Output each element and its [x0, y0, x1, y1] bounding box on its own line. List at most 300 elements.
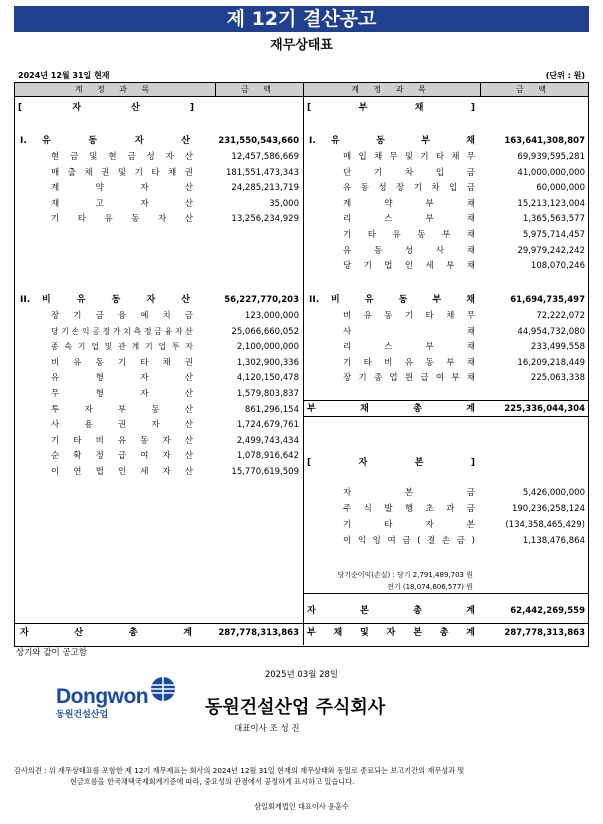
total-equity-label-char: 자 [307, 606, 316, 616]
asset-item-label [51, 212, 193, 226]
liability-item-label-char: 종 [373, 373, 383, 384]
equity-item-amount: 190,236,258,124 [511, 504, 585, 514]
section-heading-part: [ [307, 103, 312, 113]
asset-item-label-char: 채 [168, 167, 177, 178]
asset-item-label-char: 용 [84, 420, 93, 431]
asset-item-label-char: 익 [81, 326, 90, 336]
asset-item-label-char: 타 [77, 214, 86, 224]
asset-item-label-char: 산 [184, 389, 193, 399]
asset-item-label-char: 자 [84, 404, 93, 415]
asset-item-label-char: 인 [117, 467, 127, 477]
liability-item-label-char: 타 [425, 311, 434, 321]
liability-item-label-char: 입 [358, 152, 367, 162]
liability-item-label [343, 181, 475, 195]
asset-item-label-char: 금 [184, 311, 193, 321]
liability-item-label [343, 340, 475, 354]
liability-item-label-char: 단 [343, 167, 352, 178]
asset-item-label-char: 정 [102, 326, 111, 336]
liability-item-label-char: 세 [425, 261, 434, 272]
equity-item-label [343, 518, 475, 532]
total-liabilities-equity-label [307, 626, 475, 640]
total-liabilities-label-char: 총 [413, 404, 422, 414]
liability-item-label-char: 성 [404, 245, 414, 256]
asset-item-label-char: 고 [95, 198, 104, 209]
asset-item-label-char: 법 [95, 467, 104, 477]
asset-item-label-char: 타 [73, 435, 82, 446]
asset-item-label-char: 자 [140, 389, 149, 399]
asset-item-label-char: 권 [184, 167, 193, 178]
asset-item-label-char: 산 [184, 373, 193, 384]
liab-total-rule [303, 416, 588, 417]
noncurrent-assets-label-char: 비 [42, 295, 51, 305]
asset-item-label [51, 371, 193, 385]
total-equity-label [307, 604, 475, 618]
section-heading-part: ] [470, 458, 475, 468]
asset-item-label-char: 업 [158, 342, 167, 352]
auditor-name: 삼일회계법인 대표이사 윤훈수 [254, 802, 349, 811]
liability-item-amount: 233,499,558 [530, 342, 585, 353]
asset-item-label-char: 타 [151, 167, 160, 178]
net-income-current: 당기순이익(손실) : 당기 2,791,489,703 원 [337, 571, 473, 579]
equity-item-label-char: ( [417, 536, 421, 546]
total-equity-amount: 62,442,269,559 [510, 606, 585, 616]
noncurrent-liabilities-label-char: 유 [364, 295, 374, 305]
asset-item-label-char: 장 [51, 311, 60, 321]
equity-item-label-char: 식 [363, 504, 372, 514]
noncurrent-assets-label-char: 동 [111, 295, 121, 305]
asset-item-label [51, 449, 193, 463]
asset-item-label [51, 325, 193, 339]
liability-item-label-char: 당 [343, 261, 352, 272]
asset-item-amount: 1,078,916,642 [236, 451, 299, 462]
section-heading [307, 101, 475, 115]
liability-item-label-char: 동 [360, 183, 369, 194]
liability-item-label-char: 스 [384, 342, 393, 353]
liability-item-label-char: 차 [431, 183, 440, 194]
asset-item-label [51, 166, 193, 180]
asset-item-label-char: 무 [51, 389, 60, 399]
section-heading-part: ] [470, 103, 475, 113]
total-equity-label-char: 계 [466, 606, 475, 616]
liability-item-label [343, 166, 475, 180]
asset-item-label-char: 산 [184, 183, 193, 193]
asset-item-label-char: 자 [162, 451, 171, 462]
asset-item-label-char: 기 [145, 342, 153, 352]
liability-item-label-char: 타 [367, 230, 376, 240]
liability-item-label-char: 성 [378, 183, 387, 194]
col-divider [215, 83, 216, 96]
current-liabilities-label-char: 부 [421, 136, 430, 146]
noncurrent-assets-label-char: 유 [76, 295, 86, 305]
liability-item-label-char: 리 [343, 342, 352, 353]
asset-item-label-char: 약 [95, 183, 104, 193]
asset-item-label-char: 유 [73, 357, 82, 368]
liability-item-label-char: 금 [466, 183, 475, 194]
asset-item-label [51, 309, 193, 323]
liability-item-label-char: 유 [363, 311, 372, 321]
liability-item-label-char: 유 [343, 183, 352, 194]
asset-item-label-char: 자 [162, 435, 171, 446]
current-assets-label-char: 산 [181, 136, 190, 146]
asset-item-label-char: 기 [117, 357, 127, 368]
equity-item-label-char: 이 [343, 536, 352, 546]
current-liabilities-amount: 163,641,308,807 [504, 136, 585, 146]
asset-item-label-char: 산 [184, 451, 193, 462]
liability-item-label-char: 채 [466, 245, 475, 256]
equity-item-label [343, 502, 475, 516]
liability-item-label-char: 기 [404, 311, 414, 321]
asset-item-label-char: 순 [51, 451, 60, 462]
asset-item-label [51, 181, 193, 195]
liability-item-amount: 60,000,000 [536, 183, 585, 194]
equity-item-label-char: 익 [357, 536, 367, 546]
section-heading-part: 산 [131, 103, 140, 113]
asset-item-label-char: 기 [73, 311, 82, 321]
asset-item-label-char: 자 [165, 152, 174, 162]
liability-item-label-char: 및 [404, 152, 414, 162]
asset-item-label-char: 기 [77, 342, 86, 352]
liability-item-label-char: 유 [343, 245, 352, 256]
liability-item-label-char: 급 [420, 373, 429, 384]
center-divider [303, 83, 304, 645]
asset-item-label-char: 관 [118, 342, 126, 352]
asset-item-amount: 24,285,213,719 [231, 183, 299, 193]
asset-item-label-char: 계 [131, 342, 140, 352]
asset-item-label-char: 예 [140, 311, 149, 321]
header-account-left: 계 정 과 목 [74, 85, 156, 94]
liability-item-label-char: 장 [396, 183, 405, 194]
logo-subtitle: 동원건설산업 [56, 710, 109, 720]
liability-item-label-char: 사 [343, 326, 352, 337]
asset-item-label-char: 정 [95, 451, 104, 462]
equity-item-label-char: 금 [402, 536, 411, 546]
total-liabilities-label-char: 부 [307, 404, 316, 414]
asset-item-amount: 2,499,743,434 [236, 435, 299, 446]
audit-opinion-line1: 감사의견 : 위 재무상태표를 포함한 제 12기 재무제표는 회사의 2024년 12월 31일 현재의 재무상태와 동일로 종료되는 보고기간의 재무성과 및 [14, 766, 465, 775]
liability-item-label [343, 244, 475, 258]
equity-item-label-char: 기 [343, 520, 352, 530]
asset-item-label-char: 출 [67, 167, 76, 178]
liability-item-label-char: 기 [373, 167, 383, 178]
asset-item-label-char: 산 [184, 420, 193, 431]
total-assets-label-char: 총 [128, 628, 138, 638]
liability-item-amount: 108,070,246 [530, 261, 585, 272]
asset-item-label-char: 산 [184, 467, 193, 477]
asset-item-label-char: 사 [51, 420, 60, 431]
liability-item-label-char: 약 [384, 198, 393, 209]
asset-item-label-char: 기 [61, 326, 69, 336]
net-income-prior: 전기 (18,074,606,577) 원 [387, 583, 473, 591]
asset-item-label-char: 자 [140, 373, 149, 384]
liability-item-label-char: 동 [384, 311, 393, 321]
current-liabilities-label-char: 유 [331, 136, 340, 146]
total-assets-label [20, 626, 192, 640]
total-liabilities-equity-label-char: 본 [413, 628, 422, 638]
asset-item-label [51, 465, 193, 479]
equity-item-amount: 5,426,000,000 [522, 488, 585, 498]
asset-item-label-char: 금 [127, 152, 136, 162]
asset-item-label-char: 권 [184, 357, 193, 368]
liability-item-label-char: 금 [466, 167, 475, 178]
total-liabilities-equity-label-char: 채 [333, 628, 343, 638]
liability-item-label-char: 기 [420, 152, 429, 162]
liability-item-label-char: 채 [466, 261, 475, 272]
asset-item-label-char: 업 [91, 342, 99, 352]
total-assets-label-char: 자 [20, 628, 29, 638]
liability-item-label-char: 기 [363, 261, 372, 272]
equity-item-label-char: 금 [456, 536, 465, 546]
asset-item-label-char: 융 [117, 311, 127, 321]
liability-item-label-char: 비 [343, 311, 352, 321]
asset-item-label-char: 현 [108, 152, 117, 162]
liability-item-label-char: 무 [466, 311, 475, 321]
asset-item-label-char: 권 [117, 420, 127, 431]
section-heading-part: 자 [72, 103, 81, 113]
liability-item-label-char: 채 [466, 373, 475, 384]
total-liabilities-equity-label-char: 총 [439, 628, 449, 638]
total-equity-label-char: 본 [360, 606, 369, 616]
asset-item-label-char: 산 [184, 198, 193, 209]
asset-item-label-char: 자 [162, 467, 171, 477]
equity-item-label-char: ) [471, 536, 475, 546]
total-equity-label-char: 총 [413, 606, 422, 616]
equity-item-label-char: 행 [404, 504, 414, 514]
asset-item-label-char: 산 [184, 152, 193, 162]
noncurrent-liabilities-amount: 61,694,735,497 [510, 295, 585, 305]
ceo-name: 대표이사 조 성 진 [234, 724, 300, 734]
current-assets-label-num: I. [20, 136, 27, 146]
asset-item-label-char: 당 [51, 326, 59, 336]
asset-item-label-char: 성 [146, 152, 155, 162]
liability-item-amount: 41,000,000,000 [517, 167, 585, 178]
asset-item-label-char: 재 [51, 198, 60, 209]
asset-item-label-char: 속 [64, 342, 72, 352]
asset-item-label [51, 434, 193, 448]
equity-item-label-char: 본 [404, 488, 414, 498]
liability-item-label-char: 사 [435, 245, 445, 256]
asset-item-label-char: 동 [151, 404, 160, 415]
equity-item-amount: 1,138,476,864 [522, 536, 585, 546]
asset-item-label [51, 403, 193, 417]
asset-item-label-char: 동 [131, 214, 140, 224]
liability-item-label-char: 채 [466, 198, 475, 209]
asset-item-label [51, 197, 193, 211]
equity-item-label-char: 발 [384, 504, 393, 514]
asset-item-amount: 25,066,660,052 [231, 326, 299, 337]
current-liabilities-label-char: 채 [466, 136, 475, 146]
liability-item-label [343, 259, 475, 273]
liability-item-amount: 15,213,123,004 [517, 198, 585, 209]
noncurrent-liabilities-label-char: 부 [432, 295, 442, 305]
equity-total-rule [303, 593, 588, 594]
section-heading-part: [ [307, 458, 312, 468]
noncurrent-liabilities-label-char: 채 [466, 295, 475, 305]
total-liabilities-equity-amount: 287,778,313,863 [504, 628, 585, 638]
current-assets-label [42, 134, 190, 148]
asset-item-label-char: 정 [143, 326, 152, 336]
asset-item-label-char: 및 [104, 342, 113, 352]
asset-item-label-char: 기 [51, 214, 60, 224]
asset-item-label-char: 기 [134, 167, 143, 178]
current-liabilities-label [331, 134, 475, 148]
liability-item-label-char: 기 [358, 373, 367, 384]
liability-item-label [343, 325, 475, 339]
unit-label: (단위 : 원) [545, 71, 585, 80]
equity-item-label [343, 486, 475, 500]
total-row-rule [15, 623, 588, 624]
liability-item-label-char: 채 [446, 311, 455, 321]
asset-item-label-char: 투 [171, 342, 180, 352]
noncurrent-liabilities-label-num: II. [309, 295, 320, 305]
asset-item-label-char: 종 [51, 342, 59, 352]
liab-total-rule [303, 400, 588, 401]
asset-item-amount: 123,000,000 [244, 311, 299, 321]
current-assets-label-char: 유 [42, 136, 51, 146]
asset-item-label-char: 동 [140, 435, 149, 446]
asset-item-amount: 15,770,619,509 [231, 467, 299, 477]
asset-item-label-char: 연 [73, 467, 82, 477]
asset-item-label [51, 387, 193, 401]
asset-item-label-char: 자 [140, 198, 149, 209]
liability-item-label-char: 부 [446, 261, 455, 272]
asset-item-amount: 1,302,900,336 [236, 357, 299, 368]
liability-item-label [343, 309, 475, 323]
asset-item-label-char: 유 [104, 214, 113, 224]
equity-item-label-char: 자 [425, 520, 434, 530]
announce-text: 상기와 같이 공고함 [16, 648, 88, 658]
liability-item-label-char: 부 [442, 230, 451, 240]
asset-item-label-char: 산 [184, 404, 193, 415]
asset-item-label-char: 치 [162, 311, 171, 321]
asset-item-label-char: 형 [95, 389, 104, 399]
asset-item-label-char: 기 [51, 435, 60, 446]
col-divider [480, 83, 481, 96]
asset-item-label-char: 치 [123, 326, 131, 336]
current-liabilities-label-char: 동 [376, 136, 385, 146]
asset-item-label-char: 산 [184, 214, 193, 224]
asset-item-amount: 35,000 [269, 198, 299, 209]
liability-item-amount: 29,979,242,242 [517, 245, 585, 256]
liability-item-amount: 44,954,732,080 [517, 326, 585, 337]
liability-item-label-char: 입 [449, 183, 458, 194]
liability-item-label-char: 계 [343, 198, 352, 209]
liability-item-amount: 16,209,218,449 [517, 357, 585, 368]
liability-item-label-char: 부 [425, 198, 434, 209]
liability-item-label-char: 동 [373, 245, 383, 256]
liability-item-label-char: 원 [404, 373, 414, 384]
statement-title: 재무상태표 [270, 38, 333, 53]
section-heading-part: ] [189, 103, 194, 113]
asset-item-label-char: 매 [51, 167, 60, 178]
liability-item-label-char: 무 [466, 152, 475, 162]
liability-item-label-char: 채 [466, 326, 475, 337]
equity-item-label-char: 주 [343, 504, 352, 514]
asset-item-label-char: 및 [89, 152, 98, 162]
noncurrent-assets-amount: 56,227,770,203 [224, 295, 299, 305]
asset-item-label-char: 급 [117, 451, 127, 462]
header-amount-right: 금 액 [516, 85, 552, 94]
header-account-right: 계 정 과 목 [351, 85, 432, 94]
asset-item-label-char: 채 [162, 357, 171, 368]
section-heading-part: 채 [414, 103, 424, 113]
equity-item-label [343, 534, 475, 548]
asset-item-label-char: 자 [174, 326, 183, 336]
section-heading-part: 자 [358, 458, 368, 468]
total-liabilities-label [307, 402, 475, 416]
asset-item-amount: 1,579,803,837 [236, 389, 299, 399]
liability-item-label-char: 비 [384, 357, 393, 368]
liability-item-amount: 225,063,338 [530, 373, 585, 384]
liability-item-label-char: 입 [435, 167, 445, 178]
liability-item-label-char: 채 [466, 214, 475, 225]
liability-item-label-char: 동 [425, 357, 434, 368]
liability-item-label-char: 인 [404, 261, 414, 272]
liability-item-label-char: 채 [373, 152, 383, 162]
globe-icon [149, 675, 177, 703]
section-heading [307, 456, 475, 470]
asset-item-label [51, 356, 193, 370]
asset-item-label-char: 비 [51, 357, 60, 368]
asset-item-label-char: 금 [70, 152, 79, 162]
asset-item-label-char: 자 [151, 420, 160, 431]
equity-item-label-char: 금 [466, 488, 475, 498]
equity-item-label-char: 금 [466, 504, 475, 514]
section-heading-part: 부 [358, 103, 368, 113]
asset-item-amount: 181,551,473,343 [225, 167, 299, 178]
asset-item-label-char: 유 [51, 373, 60, 384]
current-liabilities-label-num: I. [309, 136, 316, 146]
liability-item-label-char: 스 [384, 214, 393, 225]
asset-item-label-char: 현 [51, 152, 60, 162]
table-header-row [15, 83, 588, 97]
logo-wordmark: Dongwon [56, 685, 149, 708]
equity-item-label-char: 결 [427, 536, 436, 546]
liability-item-label-char: 무 [389, 152, 398, 162]
noncurrent-liabilities-label [331, 293, 475, 307]
noncurrent-liabilities-label-char: 동 [398, 295, 408, 305]
equity-item-label-char: 자 [343, 488, 352, 498]
asset-item-label-char: 금 [154, 326, 162, 336]
liability-item-label-char: 기 [343, 230, 352, 240]
balance-sheet-table [14, 82, 589, 647]
asset-item-label-char: 손 [71, 326, 80, 336]
report-date: 2024년 12월 31일 현재 [18, 71, 110, 80]
equity-item-label-char: 손 [441, 536, 451, 546]
liability-item-label [343, 228, 475, 242]
liability-item-label-char: 채 [466, 342, 475, 353]
asset-item-label-char: 비 [95, 435, 104, 446]
noncurrent-assets-label-char: 자 [146, 295, 156, 305]
asset-item-amount: 4,120,150,478 [236, 373, 299, 384]
liability-item-label-char: 장 [343, 373, 352, 384]
noncurrent-assets-label-num: II. [20, 295, 31, 305]
asset-item-label-char: 부 [117, 404, 127, 415]
liability-item-label [343, 356, 475, 370]
liability-item-label [343, 150, 475, 164]
asset-item-label-char: 여 [140, 451, 149, 462]
total-liabilities-equity-label-char: 계 [466, 628, 475, 638]
asset-item-label-char: 계 [51, 183, 60, 193]
liability-item-amount: 69,939,595,281 [517, 152, 585, 162]
asset-item-label-char: 가 [112, 326, 121, 336]
asset-item-label-char: 세 [140, 467, 149, 477]
equity-item-label-char: 타 [384, 520, 393, 530]
audit-opinion-line2: 현금흐름을 한국채택국제회계기준에 따라, 중요성의 관점에서 공정하게 표시하고 있습니다. [70, 777, 355, 786]
liability-item-label-char: 여 [435, 373, 445, 384]
liability-item-amount: 1,365,563,577 [522, 214, 585, 225]
asset-item-label-char: 공 [92, 326, 100, 336]
liability-item-amount: 5,975,714,457 [522, 230, 585, 240]
